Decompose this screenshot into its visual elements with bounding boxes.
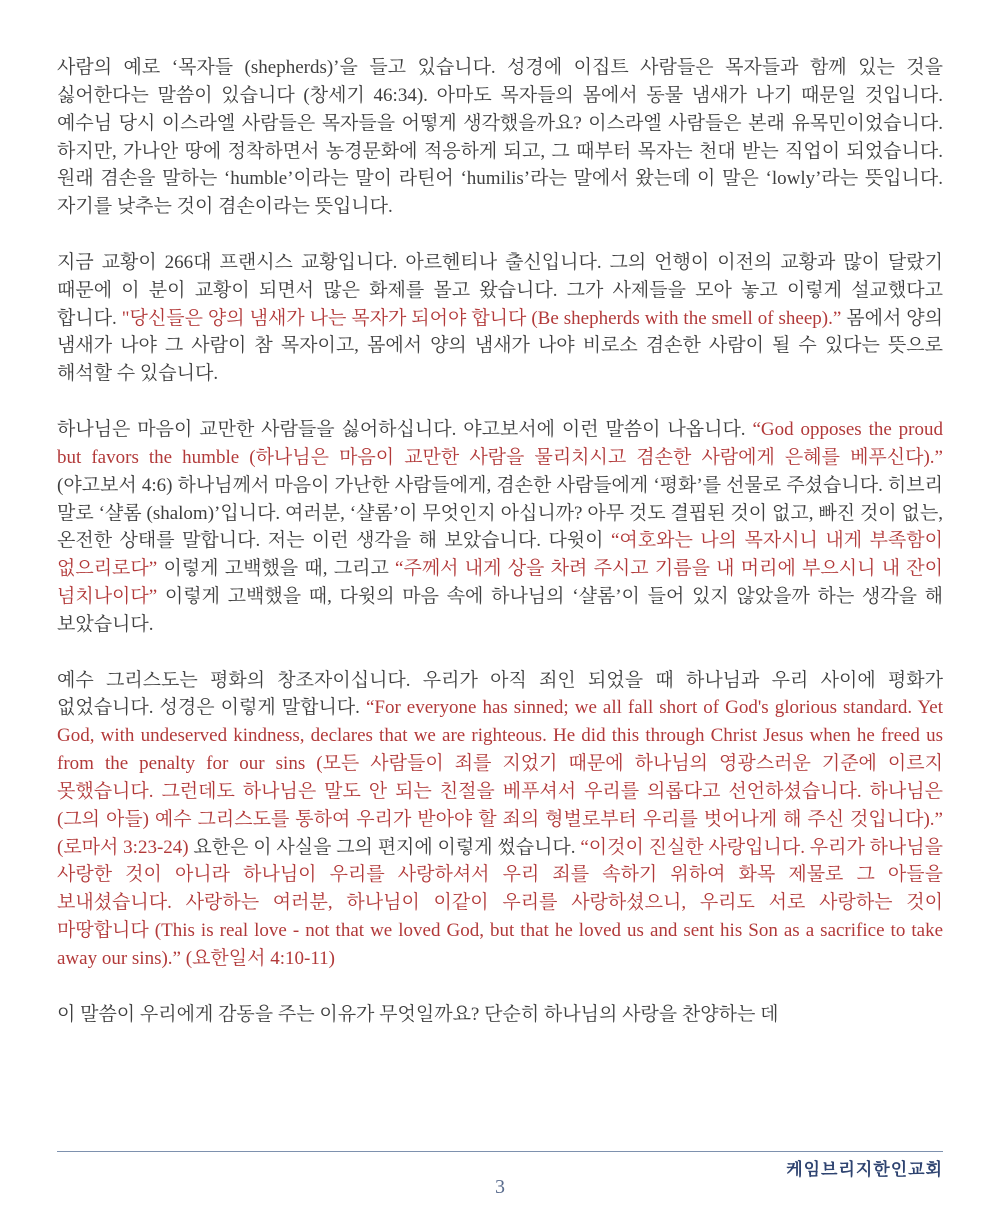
quoted-text: “이것이 진실한 사랑입니다. 우리가 하나님을 사랑한 것이 아니라 하나님이 우리를 사랑하셔서 우리 죄를 속하기 위하여 화목 제물로 그 아들을 보내셨습니다. 사랑하는 여러분, 하나님이 이같이 우리를 사랑하셨으니, 우리도 서로 사랑하는 것이 마땅합니다 (This is real love - not that we loved God, but that he loved us and sent his Son as a sacrifice to take away our sins).” (요한일서 4:10-11) bbox=[57, 836, 943, 969]
body-text: 이 말씀이 우리에게 감동을 주는 이유가 무엇일까요? 단순히 하나님의 사랑을 찬양하는 데 bbox=[57, 1003, 779, 1025]
body-text: 이렇게 고백했을 때, 다윗의 마음 속에 하나님의 ‘샬롬’이 들어 있지 않았을까 하는 생각을 해 보았습니다. bbox=[57, 586, 943, 635]
quoted-text: “여호와는 나의 목자시니 내게 부족함이 없으리로다” bbox=[57, 530, 943, 580]
body-text: 몸에서 양의 냄새가 나야 그 사람이 참 목자이고, 몸에서 양의 냄새가 나야 비로소 겸손한 사람이 될 수 있다는 뜻으로 해석할 수 있습니다. bbox=[57, 307, 943, 385]
church-name: 케임브리지한인교회 bbox=[786, 1160, 943, 1179]
paragraph bbox=[57, 667, 943, 973]
body-text: 예수 그리스도는 평화의 창조자이십니다. 우리가 아직 죄인 되었을 때 하나님과 우리 사이에 평화가 없었습니다. 성경은 이렇게 말합니다. bbox=[57, 669, 943, 719]
quoted-text: "당신들은 양의 냄새가 나는 목자가 되어야 합니다 (Be shepherds with the smell of sheep).” bbox=[121, 307, 842, 329]
body-text: 요한은 이 사실을 그의 편지에 이렇게 썼습니다. bbox=[188, 836, 581, 858]
quoted-text: “God opposes the proud but favors the humble (하나님은 마음이 교만한 사람을 물리치시고 겸손한 사람에게 은혜를 베푸신다).” bbox=[57, 418, 943, 468]
body-text: 지금 교황이 266대 프랜시스 교황입니다. 아르헨티나 출신입니다. 그의 언행이 이전의 교황과 많이 달랐기 때문에 이 분이 교황이 되면서 많은 화제를 몰고 왔습니다. 그가 사제들을 모아 놓고 이렇게 설교했다고 합니다. bbox=[57, 251, 943, 329]
footer-divider bbox=[57, 1151, 943, 1152]
quoted-text: “For everyone has sinned; we all fall short of God's glorious standard. Yet God, with undeserved kindness, declares that we are righteous. He did this through Christ Jesus when he freed us from the penalty for our sins (모든 사람들이 죄를 지었기 때문에 하나님의 영광스러운 기준에 이르지 못했습니다. 그런데도 하나님은 말도 안 되는 친절을 베푸셔서 우리를 의롭다고 선언하셨습니다. 하나님은 (그의 아들) 예수 그리스도를 통하여 우리가 받아야 할 죄의 형벌로부터 우리를 벗어나게 해 주신 것입니다).” (로마서 3:23-24) bbox=[57, 697, 944, 858]
paragraph bbox=[57, 416, 943, 639]
quoted-text: “주께서 내게 상을 차려 주시고 기름을 내 머리에 부으시니 내 잔이 넘치나이다” bbox=[57, 558, 943, 608]
paragraph bbox=[57, 54, 943, 221]
body-text: 하나님은 마음이 교만한 사람들을 싫어하십니다. 야고보서에 이런 말씀이 나옵니다. bbox=[57, 418, 753, 440]
body-text: (야고보서 4:6) 하나님께서 마음이 가난한 사람들에게, 겸손한 사람들에게 ‘평화’를 선물로 주셨습니다. 히브리 말로 ‘샬롬 (shalom)’입니다. 여러분, ‘샬롬’이 무엇인지 아십니까? 아무 것도 결핍된 것이 없고, 빠진 것이 없는, 온전한 상태를 말합니다. 저는 이런 생각을 해 보았습니다. 다윗이 bbox=[57, 474, 943, 552]
body-text: 이렇게 고백했을 때, 그리고 bbox=[157, 558, 396, 580]
page-number: 3 bbox=[495, 1176, 505, 1198]
paragraph bbox=[57, 1001, 943, 1029]
paragraph bbox=[57, 249, 943, 388]
body-text: 사람의 예로 ‘목자들 (shepherds)’을 들고 있습니다. 성경에 이집트 사람들은 목자들과 함께 있는 것을 싫어한다는 말씀이 있습니다 (창세기 46:34). 아마도 목자들의 몸에서 동물 냄새가 나기 때문일 것입니다. 예수님 당시 이스라엘 사람들은 목자들을 어떻게 생각했을까요? 이스라엘 사람들은 본래 유목민이었습니다. 하지만, 가나안 땅에 정착하면서 농경문화에 적응하게 되고, 그 때부터 목자는 천대 받는 직업이 되었습니다. 원래 겸손을 말하는 ‘humble’이라는 말이 라틴어 ‘humilis’라는 말에서 왔는데 이 말은 ‘lowly’라는 뜻입니다. 자기를 낮추는 것이 겸손이라는 뜻입니다. bbox=[57, 57, 943, 218]
sermon-text bbox=[57, 0, 943, 1029]
